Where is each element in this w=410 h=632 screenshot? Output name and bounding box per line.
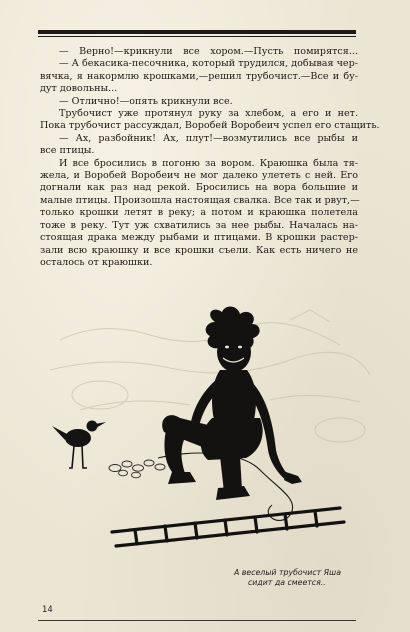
text-line: И все бросились в погоню за вором. Краюшка была тя-	[59, 157, 358, 169]
text-line: Пока трубочист рассуждал, Воробей Воробеич успел его стащить.	[40, 120, 380, 132]
caption-line: А веселый трубочист Яша	[234, 568, 341, 577]
top-rule-thin	[38, 36, 356, 37]
text-line: жела, и Воробей Воробеич не мог далеко улететь с ней. Его	[40, 170, 358, 182]
ladder-icon	[112, 508, 344, 546]
text-line: — Отлично!—опять крикнули все.	[59, 95, 233, 107]
text-line: осталось от краюшки.	[40, 256, 153, 268]
top-rule	[38, 30, 356, 34]
text-line: стоящая драка между рыбами и птицами. В крошки растер-	[40, 232, 358, 244]
text-line: Трубочист уже протянул руку за хлебом, а его и нет.	[59, 108, 358, 120]
text-line: — Ах, разбойник! Ах, плут!—возмутились все рыбы и	[59, 132, 358, 144]
text-line: вячка, я накормлю крошками,—решил трубочист.—Все и бу-	[40, 70, 358, 82]
text-line: — А бекасика-песочника, который трудился, добывая чер-	[59, 58, 358, 70]
bottom-rule	[38, 620, 356, 621]
body-text	[40, 46, 380, 269]
text-line: дут довольны...	[40, 83, 118, 95]
text-line: зали всю краюшку и все крошки съели. Как есть ничего не	[40, 244, 358, 256]
caption-line: сидит да смеется..	[248, 578, 326, 587]
illustration-caption	[234, 568, 374, 588]
text-line: тоже в реку. Тут уж схватились за нее рыбы. Началась на-	[40, 219, 358, 231]
crumbs	[109, 460, 165, 478]
crow-icon	[52, 421, 106, 469]
text-line: только крошки летят в реку; а потом и краюшка полетела	[40, 207, 358, 219]
chimney-sweep-silhouette-icon	[40, 300, 380, 570]
page-number: 14	[42, 605, 53, 615]
chimney-sweep-figure	[162, 306, 302, 500]
text-line: малые птицы. Произошла настоящая свалка. Все так и рвут,—	[40, 194, 360, 206]
text-line: — Верно!—крикнули все хором.—Пусть помирятся...	[59, 46, 358, 57]
text-line: догнали как раз над рекой. Бросились на вора большие и	[40, 182, 358, 194]
text-line: все птицы.	[40, 145, 95, 157]
